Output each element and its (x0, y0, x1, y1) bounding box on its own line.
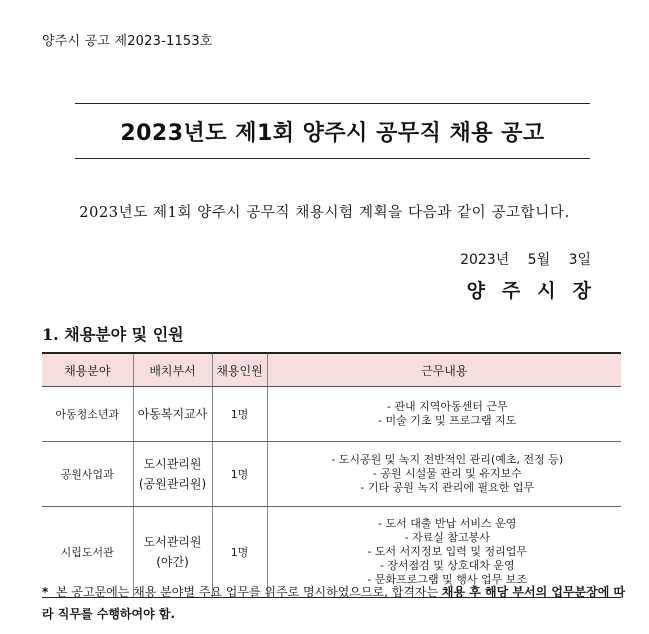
intro-text: 2023년도 제1회 양주시 공무직 채용시험 계획을 다음과 같이 공고합니다. (79, 205, 570, 221)
dept-line: 아동복지교사 (137, 407, 208, 421)
table-row (42, 387, 621, 442)
header-count: 채용인원 (212, 353, 267, 387)
footnote-emphasis: 채용 후 해당 부서의 업무분장에 따라 직무를 수행하여야 함. (42, 585, 626, 621)
footnote-marker: * (42, 585, 49, 599)
duty-item: - 장서점검 및 상호대차 운영 (379, 559, 515, 572)
field-cell: 공원사업과 (42, 442, 133, 507)
table-row (42, 442, 621, 507)
footnote-text: 본 공고문에는 채용 분야별 주요 업무를 위주로 명시하였으므로, 합격자는 (56, 585, 442, 599)
count-cell: 1명 (212, 442, 267, 507)
issuer: 양주시장 (466, 280, 608, 302)
duty-item: - 도시공원 및 녹지 전반적인 관리(예초, 전정 등) (331, 453, 564, 466)
page-title: 2023년도 제1회 양주시 공무직 채용 공고 (120, 121, 545, 146)
duty-item: - 관내 지역아동센터 근무 (386, 400, 508, 413)
dept-line: 도서관리원 (143, 535, 202, 549)
footnote (42, 581, 627, 625)
notice-number: 양주시 공고 제2023-1153호 (42, 34, 213, 49)
header-duties: 근무내용 (267, 353, 621, 387)
recruitment-table (42, 352, 621, 598)
duty-item: - 공원 시설물 관리 및 유지보수 (372, 467, 522, 480)
dept-line: (공원관리원) (138, 477, 207, 491)
count-cell: 1명 (212, 387, 267, 442)
announcement-date: 2023년 5월 3일 (460, 252, 591, 268)
dept-line: 도시관리원 (143, 457, 202, 471)
duties-cell (267, 442, 621, 507)
field-cell: 시립도서관 (42, 507, 133, 598)
dept-cell (133, 442, 212, 507)
title-bottom-rule (75, 158, 590, 159)
count-cell: 1명 (212, 507, 267, 598)
table-header-row (42, 353, 621, 387)
duty-item: - 기타 공원 녹지 관리에 필요한 업무 (360, 481, 535, 494)
title-top-rule (75, 103, 590, 104)
duties-cell (267, 387, 621, 442)
duty-item: - 도서 서지정보 입력 및 정리업무 (367, 545, 528, 558)
duty-item: - 자료실 참고봉사 (404, 531, 490, 544)
field-cell: 아동청소년과 (42, 387, 133, 442)
dept-line: (야간) (156, 555, 189, 569)
header-field: 채용분야 (42, 353, 133, 387)
section-heading: 1. 채용분야 및 인원 (42, 325, 184, 344)
duty-item: - 문화프로그램 및 행사 업무 보조 (367, 573, 528, 586)
dept-cell (133, 387, 212, 442)
header-dept: 배치부서 (133, 353, 212, 387)
duty-item: - 미술 기초 및 프로그램 지도 (378, 414, 517, 427)
duty-item: - 도서 대출 반납 서비스 운영 (378, 517, 517, 530)
